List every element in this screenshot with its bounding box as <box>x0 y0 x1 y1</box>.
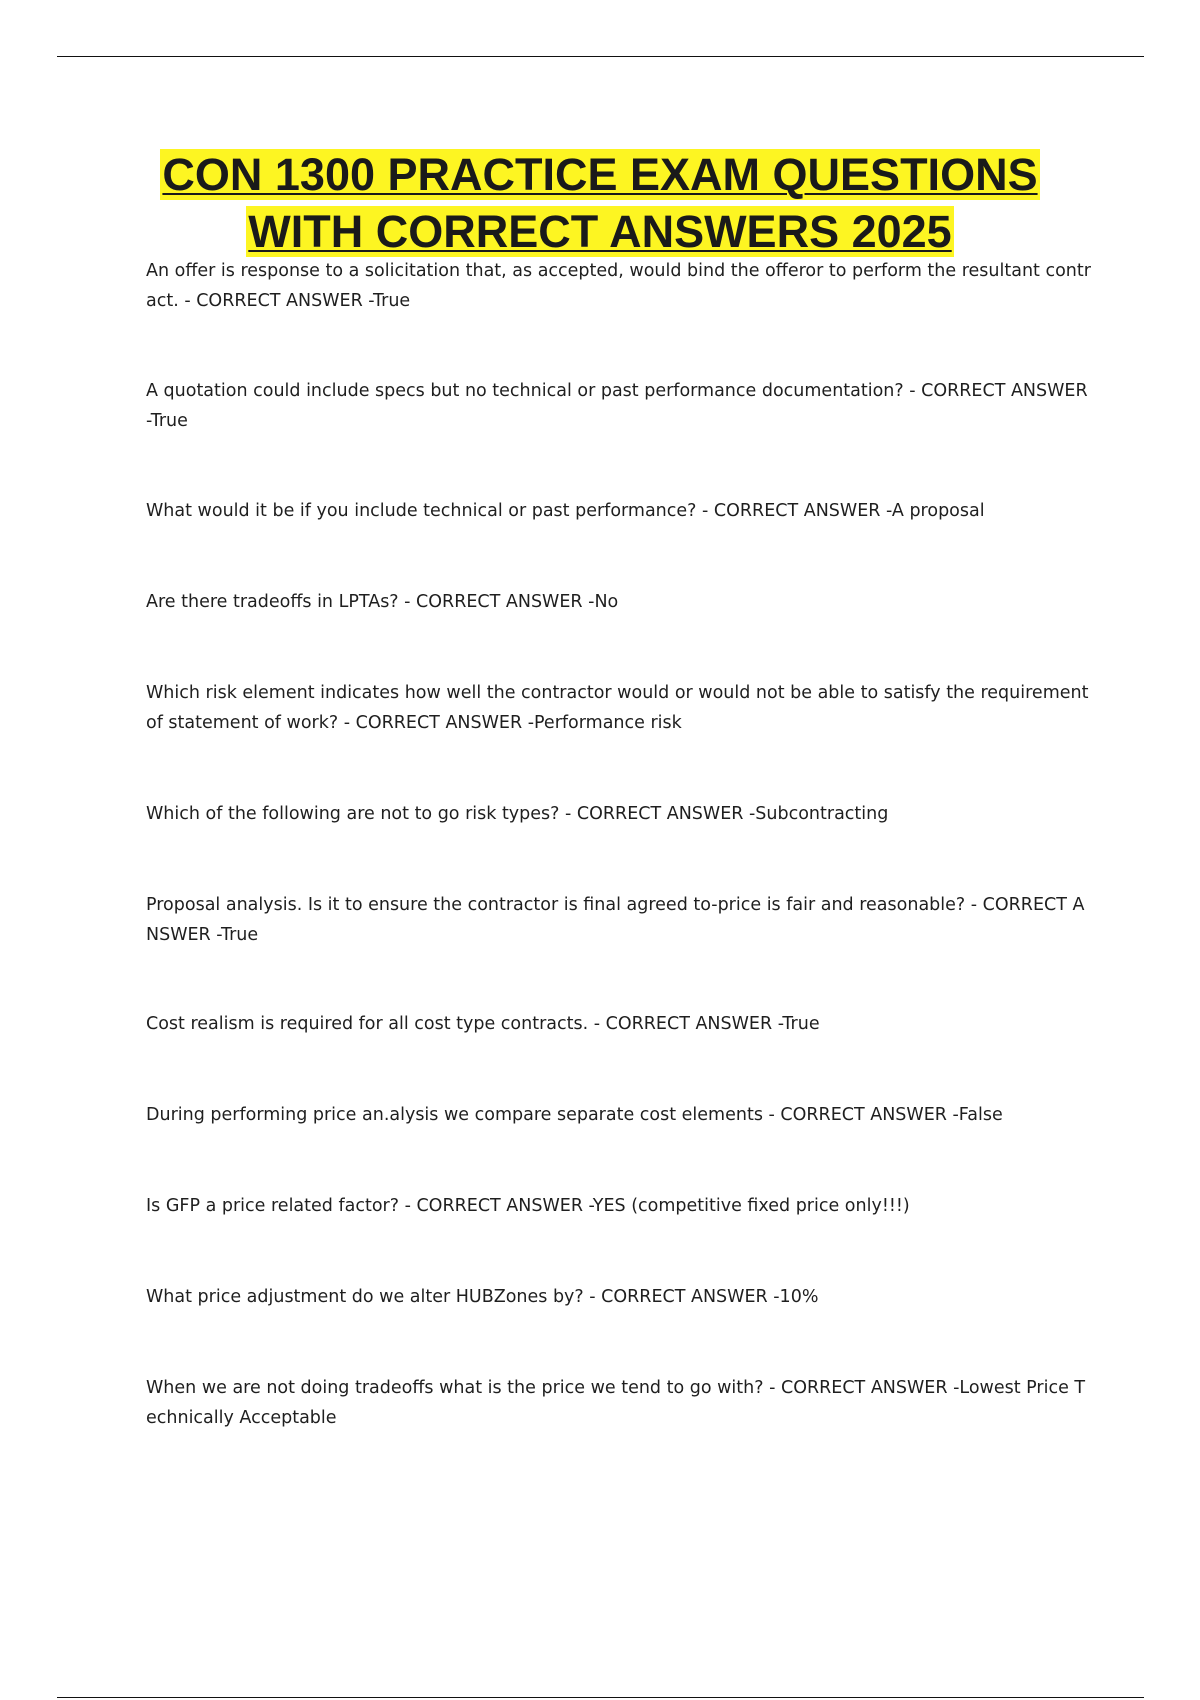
qa-item <box>146 799 1091 829</box>
qa-text: A quotation could include specs but no technical or past performance documentation? - CORRECT ANSWER -True <box>146 381 1088 431</box>
qa-text: Proposal analysis. Is it to ensure the contractor is final agreed to-price is fair and reasonable? - CORRECT ANSWER -True <box>146 895 1085 945</box>
qa-text: Is GFP a price related factor? - CORRECT ANSWER -YES (competitive fixed price only!!!) <box>146 1196 910 1216</box>
qa-item <box>146 1191 1091 1221</box>
document-title <box>100 146 1100 260</box>
qa-item <box>146 496 1091 526</box>
qa-item <box>146 1009 1091 1039</box>
qa-item <box>146 678 1091 738</box>
qa-text: Cost realism is required for all cost type contracts. - CORRECT ANSWER -True <box>146 1014 820 1034</box>
qa-item <box>146 1282 1091 1312</box>
footer-rule <box>57 1697 1144 1698</box>
qa-text: An offer is response to a solicitation that, as accepted, would bind the offeror to perform the resultant contract. - CORRECT ANSWER -True <box>146 261 1091 311</box>
qa-text: Are there tradeoffs in LPTAs? - CORRECT ANSWER -No <box>146 592 619 612</box>
qa-text: What would it be if you include technical or past performance? - CORRECT ANSWER -A proposal <box>146 501 985 521</box>
qa-text: During performing price an.alysis we compare separate cost elements - CORRECT ANSWER -False <box>146 1105 1003 1125</box>
qa-text: Which risk element indicates how well the contractor would or would not be able to satisfy the requirement of statement of work? - CORRECT ANSWER -Performance risk <box>146 683 1089 733</box>
qa-item <box>146 587 1091 617</box>
header-rule <box>57 56 1144 57</box>
qa-text: Which of the following are not to go risk types? - CORRECT ANSWER -Subcontracting <box>146 804 889 824</box>
qa-item <box>146 256 1091 316</box>
title-line-2: WITH CORRECT ANSWERS 2025 <box>248 206 952 257</box>
qa-item <box>146 1100 1091 1130</box>
qa-item <box>146 890 1091 950</box>
qa-text: What price adjustment do we alter HUBZones by? - CORRECT ANSWER -10% <box>146 1287 819 1307</box>
qa-text: When we are not doing tradeoffs what is the price we tend to go with? - CORRECT ANSWER -Lowest Price Technically Acceptable <box>146 1378 1086 1428</box>
title-line-1: CON 1300 PRACTICE EXAM QUESTIONS <box>162 149 1038 200</box>
qa-item <box>146 1373 1091 1433</box>
qa-item <box>146 376 1091 436</box>
